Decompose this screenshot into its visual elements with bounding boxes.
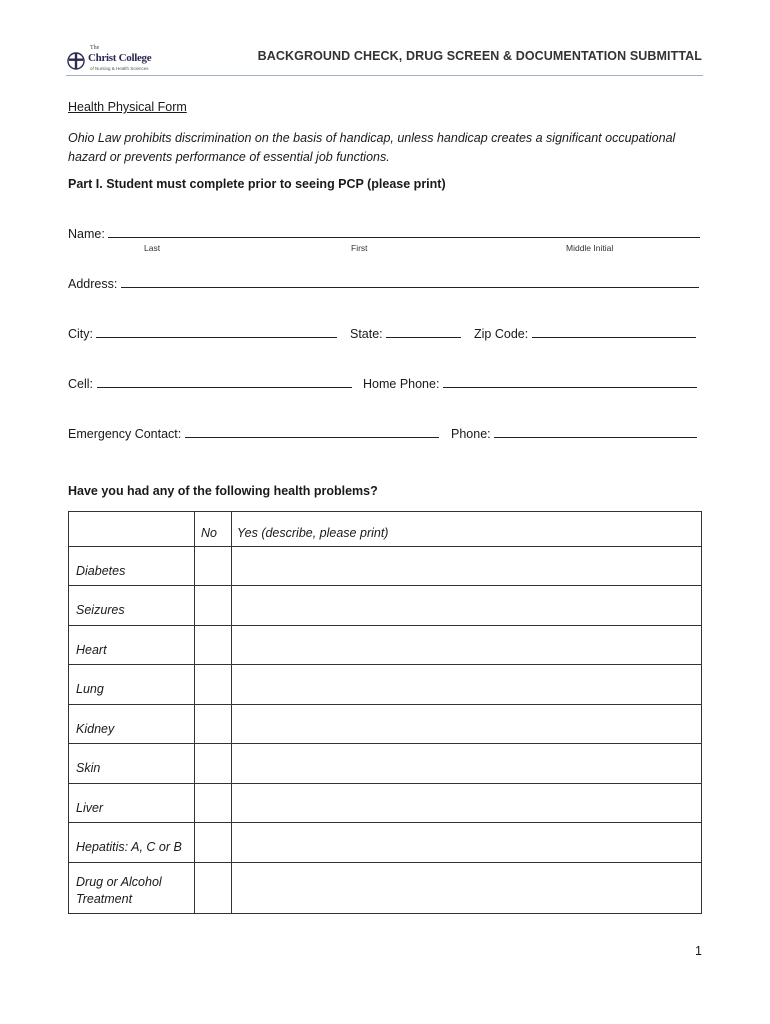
no-checkbox-cell[interactable] — [195, 705, 232, 744]
name-field[interactable] — [68, 226, 700, 241]
yes-description-cell[interactable] — [232, 823, 702, 863]
col-no-header: No — [195, 512, 232, 547]
emergency-contact-field[interactable] — [68, 426, 439, 441]
logo-subtitle: of Nursing & Health Sciences — [90, 66, 149, 71]
logo-emblem-icon — [66, 50, 86, 72]
condition-label: Liver — [69, 784, 195, 823]
document-header-title: BACKGROUND CHECK, DRUG SCREEN & DOCUMENTATION SUBMITTAL — [257, 49, 702, 63]
table-row — [69, 823, 702, 863]
yes-description-cell[interactable] — [232, 863, 702, 914]
header-blank-cell — [69, 512, 195, 547]
yes-description-cell[interactable] — [232, 547, 702, 586]
yes-description-cell[interactable] — [232, 784, 702, 823]
condition-label: Diabetes — [69, 547, 195, 586]
emergency-contact-input-line[interactable] — [185, 426, 439, 438]
condition-label: Seizures — [69, 586, 195, 626]
condition-label: Skin — [69, 744, 195, 784]
table-row — [69, 744, 702, 784]
table-row — [69, 863, 702, 914]
yes-description-cell[interactable] — [232, 626, 702, 665]
address-field[interactable] — [68, 276, 699, 291]
logo-the: The — [90, 45, 100, 51]
home-phone-label: Home Phone: — [363, 377, 440, 391]
address-input-line[interactable] — [121, 276, 699, 288]
table-header-row — [69, 512, 702, 547]
page-number: 1 — [695, 944, 702, 958]
health-question: Have you had any of the following health problems? — [68, 484, 378, 498]
table-row — [69, 626, 702, 665]
college-logo — [66, 47, 176, 77]
name-input-line[interactable] — [108, 226, 700, 238]
table-row — [69, 547, 702, 586]
part1-heading: Part I. Student must complete prior to seeing PCP (please print) — [68, 177, 446, 191]
emergency-contact-label: Emergency Contact: — [68, 427, 182, 441]
name-label: Name: — [68, 227, 105, 241]
phone-label: Phone: — [451, 427, 491, 441]
address-label: Address: — [68, 277, 118, 291]
table-row — [69, 665, 702, 705]
state-input-line[interactable] — [386, 326, 461, 338]
condition-label: Hepatitis: A, C or B — [69, 823, 195, 863]
state-field[interactable] — [350, 326, 461, 341]
city-input-line[interactable] — [96, 326, 337, 338]
logo-name: Christ College — [88, 52, 152, 64]
home-phone-field[interactable] — [363, 376, 697, 391]
condition-label: Kidney — [69, 705, 195, 744]
health-problems-table — [68, 511, 702, 914]
no-checkbox-cell[interactable] — [195, 823, 232, 863]
zip-label: Zip Code: — [474, 327, 529, 341]
name-middle-label: Middle Initial — [566, 243, 614, 253]
no-checkbox-cell[interactable] — [195, 863, 232, 914]
no-checkbox-cell[interactable] — [195, 784, 232, 823]
table-row — [69, 784, 702, 823]
no-checkbox-cell[interactable] — [195, 586, 232, 626]
table-row — [69, 705, 702, 744]
no-checkbox-cell[interactable] — [195, 744, 232, 784]
phone-field[interactable] — [451, 426, 697, 441]
table-row — [69, 586, 702, 626]
no-checkbox-cell[interactable] — [195, 626, 232, 665]
cell-field[interactable] — [68, 376, 352, 391]
cell-label: Cell: — [68, 377, 94, 391]
name-first-label: First — [351, 243, 368, 253]
yes-description-cell[interactable] — [232, 586, 702, 626]
cell-input-line[interactable] — [97, 376, 352, 388]
yes-description-cell[interactable] — [232, 665, 702, 705]
col-yes-header: Yes (describe, please print) — [232, 512, 702, 547]
state-label: State: — [350, 327, 383, 341]
form-title: Health Physical Form — [68, 100, 187, 114]
condition-label: Heart — [69, 626, 195, 665]
zip-input-line[interactable] — [532, 326, 696, 338]
name-last-label: Last — [144, 243, 161, 253]
yes-description-cell[interactable] — [232, 744, 702, 784]
phone-input-line[interactable] — [494, 426, 697, 438]
zip-field[interactable] — [474, 326, 696, 341]
header-divider — [66, 75, 703, 76]
home-phone-input-line[interactable] — [443, 376, 697, 388]
condition-label: Lung — [69, 665, 195, 705]
city-field[interactable] — [68, 326, 337, 341]
yes-description-cell[interactable] — [232, 705, 702, 744]
no-checkbox-cell[interactable] — [195, 547, 232, 586]
no-checkbox-cell[interactable] — [195, 665, 232, 705]
law-notice: Ohio Law prohibits discrimination on the basis of handicap, unless handicap creates a significant occupational hazard or prevents performance of essential job functions. — [68, 131, 676, 164]
condition-label: Drug or Alcohol Treatment — [69, 863, 195, 914]
city-label: City: — [68, 327, 93, 341]
